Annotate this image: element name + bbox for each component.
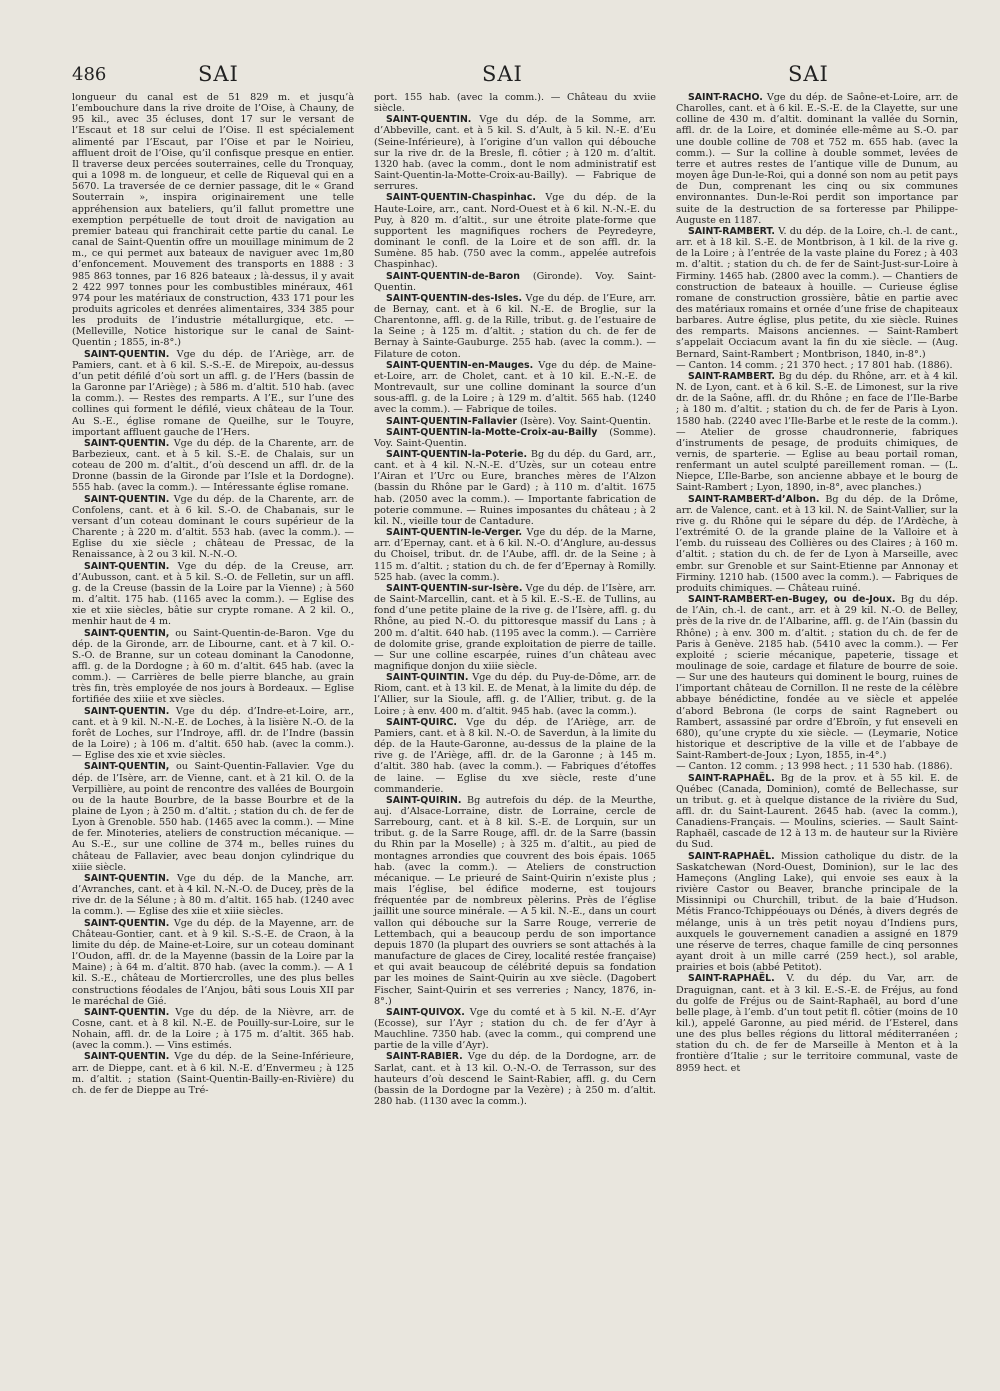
entry-headword: SAINT-QUENTIN-le-Verger.: [386, 527, 523, 539]
entry-text: Vge du dép. de l’Eure, arr. de Bernay, cant. et à 6 kil. N.-E. de Broglie, sur la Charentonne, affl. g. de la Rille, tribut. g. de l’estuaire de la Seine ; à 125 m. d’altit. ; station du ch. de fer de Bernay à Sainte-Gauburge. 255 hab. (avec la comm.). — Filature de coton.: [374, 292, 656, 360]
dictionary-entry: [72, 628, 354, 706]
dictionary-entry: [374, 795, 656, 1007]
dictionary-entry: [72, 561, 354, 628]
running-title-left: SAI: [198, 62, 239, 86]
dictionary-entry: [676, 973, 958, 1073]
dictionary-entry: [676, 761, 958, 772]
entry-text: Vge du dép. de la Dordogne, arr. de Sarlat, cant. et à 13 kil. O.-N.-O. de Terrasson, sur des hauteurs d’où descend le Saint-Rabier, affl. g. du Cern (bassin de la Dordogne par la Vezère) ; à 250 m. d’altit. 280 hab. (1130 avec la comm.).: [374, 1051, 656, 1108]
entry-text: Vge du dép. d’Indre-et-Loire, arr., cant. et à 9 kil. N.-N.-E. de Loches, à la lisière N.-O. de la forêt de Loches, sur l’Indroye, affl. dr. de l’Indre (bassin de la Loire) ; à 106 m. d’altit. 650 hab. (avec la comm.). — Eglise des xie et xvie siècles.: [72, 705, 354, 762]
entry-text: V. du dép. de la Loire, ch.-l. de cant., arr. et à 18 kil. S.-E. de Montbrison, à 1 kil. de la rive g. de la Loire ; à l’entrée de la vaste plaine du Forez ; à 403 m. d’altit. ; station du ch. de fer de Saint-Just-sur-Loire à Firminy. 1465 hab. (2800 avec la comm.). — Chantiers de construction de bateaux à houille. — Curieuse église romane de construction grossière, bâtie en partie avec des matériaux romains et ornée d’une frise de chapiteaux barbares. Autre église, plus petite, du xie siècle. Ruines des remparts. Maisons anciennes. — Saint-Rambert s’appelait Occiacum avant la fin du xie siècle. — (Aug. Bernard, Saint-Rambert ; Montbrison, 1840, in-8°.): [676, 225, 958, 360]
entry-headword: SAINT-QUENTIN-la-Poterie.: [386, 449, 528, 460]
entry-headword: SAINT-QUENTIN.: [84, 1006, 170, 1018]
entry-headword: SAINT-QUENTIN-de-Baron: [386, 270, 520, 282]
entry-text: — Canton. 12 comm. ; 13 998 hect. ; 11 530 hab. (1886).: [676, 761, 953, 773]
entry-headword: SAINT-QUENTIN.: [84, 917, 170, 929]
entry-headword: SAINT-QUIRIN.: [386, 794, 462, 806]
entry-text: Mission catholique du distr. de la Saskatchewan (Nord-Ouest, Dominion), sur le lac des Hameçons (Angling Lake), qui envoie ses eaux à la rivière Castor ou Beaver, branche principale de la Missinnipi ou Churchill, tribut. de la baie d’Hudson. Métis Franco-Tchippéouays ou Dénés, à divers degrés de mélange, unis à un très petit noyau d’Indiens purs, auxquels le gouvernement canadien a assigné en 1879 une réserve de terres, chaque famille de cinq personnes ayant droit à un mille carré (259 hect.), sol arable, prairies et bois (abbé Petitot).: [676, 850, 958, 974]
entry-text: Vge du dép. de la Mayenne, arr. de Château-Gontier, cant. et à 9 kil. S.-S.-E. de Craon, à la limite du dép. de Maine-et-Loire, sur un coteau dominant l’Oudon, affl. dr. de la Mayenne (bassin de la Loire par la Maine) ; à 64 m. d’altit. 870 hab. (avec la comm.). — A 1 kil. S.-E., château de Mortiercrolles, une des plus belles constructions féodales de l’Anjou, bâti sous Louis XII par le maréchal de Gié.: [72, 917, 354, 1007]
entry-text: Vge du dép. de l’Ariège, arr. de Pamiers, cant. et à 8 kil. N.-O. de Saverdun, à la limite du dép. de la Haute-Garonne, au-dessus de la plaine de la rive g. de l’Ariège, affl. dr. de la Garonne ; à 145 m. d’altit. 380 hab. (avec la comm.). — Fabriques d’étoffes de laine. — Eglise du xve siècle, reste d’une commanderie.: [374, 716, 656, 795]
entry-headword: SAINT-QUENTIN.: [84, 348, 170, 360]
entry-text: Vge du dép. de la Charente, arr. de Barbezieux, cant. et à 5 kil. S.-E. de Chalais, sur un coteau de 200 m. d’altit., d’où descend un affl. dr. de la Dronne (bassin de la Gironde par l’Isle et la Dordogne). 555 hab. (avec la comm.). — Intéressante église romane.: [72, 437, 354, 494]
entry-headword: SAINT-QUIRC.: [386, 716, 457, 728]
dictionary-entry: [374, 1051, 656, 1107]
entry-headword: SAINT-QUENTIN,: [84, 761, 170, 773]
entry-text: (Gironde). Voy. Saint-Quentin.: [374, 270, 656, 293]
entry-text: Vge du dép. de la Marne, arr. d’Epernay, cant. et à 6 kil. N.-O. d’Anglure, au-dessus du Choisel, tribut. dr. de l’Aube, affl. dr. de la Seine ; à 115 m. d’altit. ; station du ch. de fer d’Epernay à Romilly. 525 hab. (avec la comm.).: [374, 527, 656, 583]
dictionary-entry: [72, 918, 354, 1007]
dictionary-entry: [374, 92, 656, 114]
entry-text: Bg du dép. de l’Ain, ch.-l. de cant., arr. et à 29 kil. N.-O. de Belley, près de la rive dr. de l’Albarine, affl. g. de l’Ain (bassin du Rhône) ; à env. 300 m. d’altit. ; station du ch. de fer de Paris à Genève. 2185 hab. (5410 avec la comm.). — Fer exploité ; scierie mécanique, papeterie, tissage et moulinage de soie, cardage et filature de bourre de soie. — Sur une des hauteurs qui dominent le bourg, ruines de l’important château de Cornillon. Il ne reste de la célèbre abbaye bénédictine, fondée au ve siècle et appelée d’abord Bebrona (le corps de saint Ragnebert ou Rambert, assassiné par ordre d’Ebroïn, y fut enseveli en 680), qu’une crypte du xie siècle. — (Leymarie, Notice historique et descriptive de la ville et de l’abbaye de Saint-Rambert-de-Joux ; Lyon, 1855, in-4°.): [676, 594, 958, 762]
entry-text: Vge du comté et à 5 kil. N.-E. d’Ayr (Ecosse), sur l’Ayr ; station du ch. de fer d’Ayr à Mauchline. 7350 hab. (avec la comm., qui comprend une partie de la ville d’Ayr).: [374, 1006, 656, 1052]
entry-text: (Somme). Voy. Saint-Quentin.: [374, 426, 656, 449]
dictionary-entry: [72, 494, 354, 561]
entry-headword: SAINT-QUENTIN.: [84, 705, 170, 717]
entry-text: ou Saint-Quentin-de-Baron. Vge du dép. de la Gironde, arr. de Libourne, cant. et à 7 kil. O.-S.-O. de Branne, sur un coteau dominant la Canodonne, affl. g. de la Dordogne ; à 60 m. d’altit. 645 hab. (avec la comm.). — Carrières de belle pierre blanche, au grain très fin, très employée de nos jours à Bordeaux. — Eglise fortifiée des xiiie et xve siècles.: [72, 627, 354, 706]
dictionary-entry: [72, 706, 354, 762]
dictionary-entry: [374, 293, 656, 360]
page-number: 486: [72, 64, 107, 85]
entry-headword: SAINT-QUENTIN.: [386, 114, 472, 126]
dictionary-entry: [374, 192, 656, 270]
entry-text: Bg autrefois du dép. de la Meurthe, auj. d’Alsace-Lorraine, distr. de Lorraine, cercle de Sarrebourg, cant. et à 8 kil. S.-E. de Lorquin, sur un tribut. g. de la Sarre Rouge, affl. dr. de la Sarre (bassin du Rhin par la Moselle) ; à 325 m. d’altit., au pied de montagnes arrondies que couvrent des bois épais. 1065 hab. (avec la comm.). — Ateliers de construction mécanique. — Le prieuré de Saint-Quirin n’existe plus ; mais l’église, bel édifice moderne, est toujours fréquentée par de nombreux pèlerins. Près de l’église jaillit une source minérale. — A 5 kil. N.-E., dans un court vallon qui débouche sur la Sarre Rouge, verrerie de Lettembach, qui a beaucoup perdu de son importance depuis 1870 (la plupart des ouvriers se sont attachés à la manufacture de glaces de Cirey, localité restée française) et qui avait beaucoup de célébrité depuis sa fondation par les moines de Saint-Quirin au xve siècle. (Dagobert Fischer, Saint-Quirin et ses verreries ; Nancy, 1876, in-8°.): [374, 794, 656, 1007]
dictionary-entry: [72, 1007, 354, 1052]
entry-headword: SAINT-QUENTIN.: [84, 1051, 170, 1063]
text-column-3: [676, 92, 958, 1074]
page-header: [0, 58, 1000, 88]
dictionary-entry: [374, 1007, 656, 1052]
entry-text: Vge du dép. de la Haute-Loire, arr., cant. Nord-Ouest et à 6 kil. N.-N.-E. du Puy, à 820 m. d’altit., sur une étroite plate-forme que supportent les magnifiques rochers de Peyredeyre, dominant le confl. de la Loire et de son affl. dr. la Sumène. 85 hab. (750 avec la comm., appelée autrefois Chaspinhac).: [374, 192, 656, 271]
dictionary-entry: [676, 226, 958, 360]
entry-headword: SAINT-RAMBERT.: [688, 370, 775, 382]
dictionary-entry: [374, 427, 656, 449]
dictionary-entry: [374, 360, 656, 416]
dictionary-entry: [72, 873, 354, 918]
dictionary-entry: [374, 717, 656, 795]
entry-headword: SAINT-QUENTIN,: [84, 627, 170, 639]
entry-headword: SAINT-QUENTIN.: [84, 437, 170, 449]
entry-text: ou Saint-Quentin-Fallavier. Vge du dép. de l’Isère, arr. de Vienne, cant. et à 21 kil. O. de la Verpillière, au point de rencontre des vallées de Bourgoin ou de la haute Bourbre, de la basse Bourbre et de la plaine de Lyon ; à 250 m. d’altit. ; station du ch. de fer de Lyon à Grenoble. 550 hab. (1465 avec la comm.). — Mine de fer. Minoteries, ateliers de construction mécanique. — Au S.-E., sur une colline de 374 m., belles ruines du château de Fallavier, avec beau donjon cylindrique du xiiie siècle.: [72, 761, 354, 873]
dictionary-entry: [374, 449, 656, 527]
dictionary-entry: [72, 761, 354, 873]
entry-text: Bg de la prov. et à 55 kil. E. de Québec (Canada, Dominion), comté de Bellechasse, sur un tribut. g. et à quelque distance de la rivière du Sud, affl. dr. du Saint-Laurent. 2645 hab. (avec la comm.), Canadiens-Français. — Moulins, scieries. — Sault Saint-Raphaël, cascade de 12 à 13 m. de hauteur sur la Rivière du Sud.: [676, 772, 958, 851]
dictionary-entry: [676, 360, 958, 371]
dictionary-entry: [676, 92, 958, 226]
dictionary-entry: [374, 271, 656, 293]
dictionary-entry: [72, 438, 354, 494]
entry-text: Vge du dép. de la Somme, arr. d’Abbeville, cant. et à 5 kil. S. d’Ault, à 5 kil. N.-E. d’Eu (Seine-Inférieure), à l’origine d’un vallon qui débouche sur la rive dr. de la Bresle, fl. côtier ; à 120 m. d’altit. 1320 hab. (avec la comm., dont le nom administratif est Saint-Quentin-la-Motte-Croix-au-Bailly). — Fabrique de serrures.: [374, 114, 656, 193]
entry-headword: SAINT-QUENTIN-la-Motte-Croix-au-Bailly: [386, 426, 598, 438]
dictionary-entry: [676, 594, 958, 761]
text-column-2: [374, 92, 656, 1107]
dictionary-entry: [374, 416, 656, 427]
entry-headword: SAINT-RAMBERT.: [688, 225, 775, 237]
entry-text: longueur du canal est de 51 829 m. et jusqu’à l’embouchure dans la rive droite de l’Oise, à Chauny, de 95 kil., avec 35 écluses, dont 17 sur le versant de l’Escaut et 18 sur celui de l’Oise. Il est spécialement alimenté par l’Escaut, par l’Oise et par le Noirieu, affluent droit de l’Oise, qu’il confisque presque en entier. Il traverse deux percées souterraines, celle du Tronquay, qui a 1098 m. de longueur, et celle de Riqueval qui en a 5670. La traversée de ce dernier passage, dit le « Grand Souterrain », inspira originairement une telle appréhension aux bateliers, qu’il fallut promettre une exemption perpétuelle de tout droit de navigation au premier bateau qui franchirait cette partie du canal. Le canal de Saint-Quentin offre un mouillage minimum de 2 m., ce qui permet aux bateaux de naviguer avec 1m,80 d’enfoncement. Mouvement des transports en 1888 : 3 985 863 tonnes, par 16 826 bateaux ; là-dessus, il y avait 2 422 997 tonnes pour les combustibles minéraux, 461 974 pour les matériaux de construction, 433 171 pour les produits agricoles et denrées alimentaires, 334 385 pour les produits de l’industrie métallurgique, etc. — (Melleville, Notice historique sur le canal de Saint-Quentin ; 1855, in-8°.): [72, 92, 354, 349]
entry-text: Vge du dép. de l’Ariège, arr. de Pamiers, cant. et à 6 kil. S.-S.-E. de Mirepoix, au-dessus d’un petit défilé d’où sort un affl. g. de l’Hers (bassin de la Garonne par l’Ariège) ; à 586 m. d’altit. 510 hab. (avec la comm.). — Restes des remparts. A l’E., sur l’une des collines qui forment le défilé, vieux château de la Tour. Au S.-E., église romane de Queilhe, sur le Touyre, important affluent gauche de l’Hers.: [72, 348, 354, 438]
entry-text: Bg du dép. de la Drôme, arr. de Valence, cant. et à 13 kil. N. de Saint-Vallier, sur la rive g. du Rhône qui le sépare du dép. de l’Ardèche, à l’extrémité O. de la grande plaine de la Valloire et à l’emb. du ruisseau des Collières ou des Claires ; à 160 m. d’altit. ; station du ch. de fer de Lyon à Marseille, avec embr. sur Grenoble et sur Saint-Etienne par Annonay et Firminy. 1210 hab. (1500 avec la comm.). — Fabriques de produits chimiques. — Château ruiné.: [676, 493, 958, 594]
entry-headword: SAINT-QUENTIN-sur-Isère.: [386, 582, 523, 594]
entry-headword: SAINT-RAPHAËL.: [688, 850, 775, 862]
entry-text: Vge du dép. de Saône-et-Loire, arr. de Charolles, cant. et à 6 kil. E.-S.-E. de la Clayette, sur une colline de 430 m. d’altit. dominant la vallée du Sornin, affl. dr. de la Loire, et dominée elle-même au S.-O. par une double colline de 708 et 752 m. 655 hab. (avec la comm.). — Sur la colline à double sommet, levées de terre et autres restes de l’antique ville de Dunum, au moyen âge Dun-le-Roi, qui a donné son nom au petit pays de Dun, comprenant les cinq ou six communes environnantes. Dun-le-Roi perdit son importance par suite de la destruction de sa forteresse par Philippe-Auguste en 1187.: [676, 92, 958, 226]
entry-headword: SAINT-QUIVOX.: [386, 1006, 465, 1018]
entry-text: Vge du dép. de la Seine-Inférieure, arr. de Dieppe, cant. et à 6 kil. N.-E. d’Envermeu ; à 125 m. d’altit. ; station (Saint-Quentin-Bailly-en-Rivière) du ch. de fer de Dieppe au Tré-: [72, 1051, 354, 1096]
entry-headword: SAINT-RABIER.: [386, 1051, 463, 1063]
entry-headword: SAINT-RACHO.: [688, 92, 763, 103]
entry-text: Vge du dép. de la Charente, arr. de Confolens, cant. et à 6 kil. S.-O. de Chabanais, sur le versant d’un coteau dominant le cours supérieur de la Charente ; à 220 m. d’altit. 553 hab. (avec la comm.). — Eglise du xie siècle ; château de Pressac, de la Renaissance, à 2 ou 3 kil. N.-N.-O.: [72, 493, 354, 561]
entry-text: Bg du dép. du Rhône, arr. et à 4 kil. N. de Lyon, cant. et à 6 kil. S.-E. de Limonest, sur la rive dr. de la Saône, affl. dr. du Rhône ; en face de l’Ile-Barbe ; à 180 m. d’altit. ; station du ch. de fer de Paris à Lyon. 1580 hab. (2240 avec l’Ile-Barbe et le reste de la comm.). — Atelier de grosse chaudronnerie, fabriques d’instruments de pesage, de produits chimiques, de vernis, de sparterie. — Eglise au beau portail roman, renfermant un autel sculpté pareillement roman. — (L. Niepce, L’Ile-Barbe, son ancienne abbaye et le bourg de Saint-Rambert ; Lyon, 1890, in-8°, avec planches.): [676, 370, 958, 494]
entry-headword: SAINT-QUINTIN.: [386, 672, 469, 684]
running-title-right: SAI: [788, 62, 829, 86]
entry-text: (Isère). Voy. Saint-Quentin.: [520, 415, 652, 427]
entry-headword: SAINT-QUENTIN-Chaspinhac.: [386, 192, 536, 204]
dictionary-entry: [676, 773, 958, 851]
entry-text: Vge du dép. de la Creuse, arr. d’Aubusson, cant. et à 5 kil. S.-O. de Felletin, sur un affl. g. de la Creuse (bassin de la Loire par la Vienne) ; à 560 m. d’altit. 175 hab. (1165 avec la comm.). — Eglise des xie et xiie siècles, bâtie sur crypte romane. A 2 kil. O., menhir haut de 4 m.: [72, 560, 354, 628]
entry-headword: SAINT-RAMBERT-en-Bugey, ou de-Joux.: [688, 594, 896, 606]
entry-headword: SAINT-RAPHAËL.: [688, 973, 775, 985]
text-column-1: [72, 92, 354, 1096]
entry-headword: SAINT-QUENTIN-Fallavier: [386, 415, 517, 427]
running-title-center: SAI: [482, 62, 523, 86]
entry-headword: SAINT-RAPHAËL.: [688, 772, 775, 784]
dictionary-entry: [676, 371, 958, 494]
entry-text: — Canton. 14 comm. ; 21 370 hect. ; 17 801 hab. (1886).: [676, 359, 953, 371]
entry-headword: SAINT-QUENTIN-en-Mauges.: [386, 359, 534, 371]
entry-text: Vge du dép. du Puy-de-Dôme, arr. de Riom, cant. et à 13 kil. E. de Menat, à la limite du dép. de l’Allier, sur la Sioule, affl. g. de l’Allier, tribut. g. de la Loire ; à env. 400 m. d’altit. 945 hab. (avec la comm.).: [374, 672, 656, 717]
dictionary-entry: [72, 1051, 354, 1096]
dictionary-entry: [374, 583, 656, 672]
entry-text: Bg du dép. du Gard, arr., cant. et à 4 kil. N.-N.-E. d’Uzès, sur un coteau entre l’Airan et l’Urc ou Eure, branches mères de l’Alzon (bassin du Rhône par le Gard) ; à 110 m. d’altit. 1675 hab. (2050 avec la comm.). — Importante fabrication de poterie commune. — Ruines imposantes du château ; à 2 kil. N., vieille tour de Cantadure.: [374, 449, 656, 527]
dictionary-entry: [676, 494, 958, 594]
dictionary-entry: [676, 851, 958, 974]
entry-headword: SAINT-QUENTIN.: [84, 493, 170, 505]
entry-text: V. du dép. du Var, arr. de Draguignan, cant. et à 3 kil. E.-S.-E. de Fréjus, au fond du golfe de Fréjus ou de Saint-Raphaël, au bord d’une belle plage, à l’emb. d’un tout petit fl. côtier (moins de 10 kil.), appelé Garonne, au pied mérid. de l’Esterel, dans une des plus belles régions du littoral méditerranéen ; station du ch. de fer de Marseille à Menton et à la frontière d’Italie ; sur le territoire communal, vaste de 8959 hect. et: [676, 973, 958, 1074]
entry-headword: SAINT-QUENTIN.: [84, 872, 170, 884]
entry-text: Vge du dép. de la Nièvre, arr. de Cosne, cant. et à 8 kil. N.-E. de Pouilly-sur-Loire, sur le Nohain, affl. dr. de la Loire ; à 175 m. d’altit. 365 hab. (avec la comm.). — Vins estimés.: [72, 1006, 354, 1052]
entry-headword: SAINT-RAMBERT-d’Albon.: [688, 493, 820, 505]
entry-text: Vge du dép. de l’Isère, arr. de Saint-Marcellin, cant. et à 5 kil. E.-S.-E. de Tullins, au fond d’une petite plaine de la rive g. de l’Isère, affl. g. du Rhône, au pied N.-O. du pittoresque massif du Lans ; à 200 m. d’altit. 640 hab. (1195 avec la comm.). — Carrière de dolomite grise, grande exploitation de pierre de taille. — Sur une colline escarpée, ruines d’un château avec magnifique donjon du xiiie siècle.: [374, 582, 656, 672]
dictionary-entry: [374, 114, 656, 192]
entry-headword: SAINT-QUENTIN.: [84, 560, 170, 572]
dictionary-entry: [374, 527, 656, 583]
dictionary-entry: [72, 349, 354, 438]
entry-headword: SAINT-QUENTIN-des-Isles.: [386, 292, 523, 304]
entry-text: Vge du dép. de la Manche, arr. d’Avranches, cant. et à 4 kil. N.-N.-O. de Ducey, près de la rive dr. de la Sélune ; à 80 m. d’altit. 165 hab. (1240 avec la comm.). — Eglise des xiie et xiiie siècles.: [72, 872, 354, 918]
dictionary-entry: [72, 92, 354, 349]
entry-text: port. 155 hab. (avec la comm.). — Château du xviie siècle.: [374, 92, 656, 115]
dictionary-entry: [374, 672, 656, 717]
entry-text: Vge du dép. de Maine-et-Loire, arr. de Cholet, cant. et à 10 kil. E.-N.-E. de Montrevault, sur une colline dominant la source d’un sous-affl. g. de la Loire ; à 129 m. d’altit. 565 hab. (1240 avec la comm.). — Fabrique de toiles.: [374, 359, 656, 416]
